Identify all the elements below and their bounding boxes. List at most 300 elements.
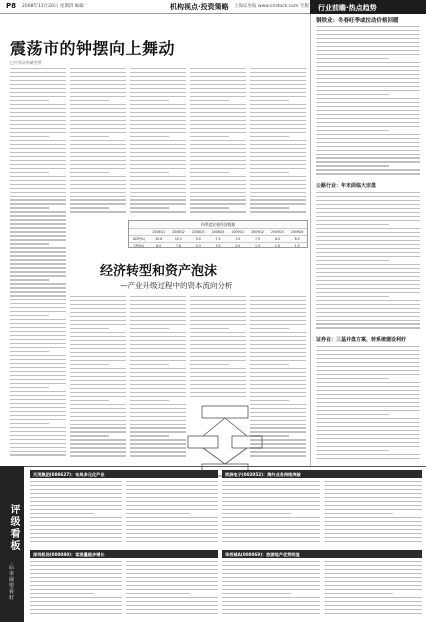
text-line [70, 427, 126, 428]
text-line [30, 601, 122, 602]
text-line [70, 120, 126, 121]
text-line [70, 348, 126, 349]
text-line [130, 435, 169, 436]
text-line [250, 184, 306, 185]
table-cell: 7.5 [255, 237, 261, 241]
text-line [190, 184, 246, 185]
text-line [190, 148, 246, 149]
text-line [316, 296, 389, 297]
text-line [10, 263, 66, 264]
text-line [222, 597, 320, 598]
text-line [316, 426, 420, 427]
text-line [10, 80, 66, 81]
text-line [316, 378, 389, 379]
text-line [316, 106, 420, 107]
text-line [10, 279, 49, 280]
text-line [30, 537, 122, 538]
text-line [126, 569, 218, 570]
text-line [70, 100, 109, 101]
text-line [126, 585, 218, 586]
text-line [130, 296, 186, 297]
text-line [70, 164, 126, 165]
text-line [316, 252, 420, 253]
text-line [324, 517, 422, 518]
text-line [316, 46, 420, 47]
text-line [70, 380, 126, 381]
text-line [130, 408, 186, 409]
text-line [190, 300, 246, 301]
text-line [316, 122, 420, 123]
text-line [10, 454, 66, 455]
text-line [10, 355, 66, 356]
text-line [10, 168, 66, 169]
text-line [190, 380, 246, 381]
text-line [324, 585, 422, 586]
text-line [190, 84, 246, 85]
text-line [130, 372, 186, 373]
text-line [130, 120, 186, 121]
text-line [316, 54, 420, 55]
text-line [222, 573, 320, 574]
text-line [70, 404, 126, 405]
text-line [126, 533, 218, 534]
text-line [250, 164, 306, 165]
text-line [130, 148, 186, 149]
text-line [30, 529, 122, 530]
text-line [10, 140, 66, 141]
text-line [130, 384, 186, 385]
text-line [30, 521, 122, 522]
text-line [250, 344, 306, 345]
text-line [70, 207, 109, 208]
text-line [250, 356, 306, 357]
text-line [30, 589, 122, 590]
text-line [250, 148, 306, 149]
text-line [250, 384, 306, 385]
stock-box-text [126, 481, 218, 545]
text-line [70, 312, 126, 313]
text-line [10, 223, 66, 224]
table-cell: 9.0 [195, 237, 201, 241]
table-cell: 8.5 [294, 237, 300, 241]
text-line [10, 112, 66, 113]
text-line [70, 92, 126, 93]
text-line [190, 388, 246, 389]
text-line [10, 96, 66, 97]
stock-box-text [222, 481, 320, 545]
text-line [316, 220, 420, 221]
text-line [10, 247, 66, 248]
text-line [130, 364, 169, 365]
text-line [70, 168, 126, 169]
text-line [70, 316, 126, 317]
text-line [130, 96, 186, 97]
text-line [70, 180, 126, 181]
text-line [324, 537, 422, 538]
text-line [10, 331, 66, 332]
text-line [30, 501, 122, 502]
text-line [316, 42, 420, 43]
text-line [30, 565, 122, 566]
text-line [316, 212, 420, 213]
text-line [222, 497, 320, 498]
text-line [10, 407, 66, 408]
text-line [70, 324, 126, 325]
text-line [250, 108, 306, 109]
table-cell: CPI(%) [133, 244, 145, 248]
text-line [250, 116, 306, 117]
text-line [250, 368, 306, 369]
table-cell: 2008Q1 [152, 230, 165, 234]
text-line [316, 118, 420, 119]
text-line [190, 140, 246, 141]
text-line [30, 569, 122, 570]
text-line [316, 134, 420, 135]
text-line [70, 296, 126, 297]
text-line [70, 211, 126, 212]
rating-sidebar [0, 466, 24, 622]
text-line [70, 328, 109, 329]
text-line [222, 609, 320, 610]
text-line [30, 585, 122, 586]
text-line [70, 104, 126, 105]
text-line [316, 288, 420, 289]
text-line [70, 80, 126, 81]
text-line [316, 323, 420, 324]
stock-box-text [222, 561, 320, 619]
text-line [130, 332, 186, 333]
text-line [130, 368, 186, 369]
text-line [70, 400, 109, 401]
text-line [10, 451, 66, 452]
text-line [10, 339, 66, 340]
text-line [250, 300, 306, 301]
text-line [250, 324, 306, 325]
text-line [190, 211, 246, 212]
text-line [10, 259, 66, 260]
text-line [190, 132, 246, 133]
text-line [70, 192, 126, 193]
text-line [70, 300, 126, 301]
text-line [190, 356, 246, 357]
text-line [222, 581, 320, 582]
text-line [190, 100, 229, 101]
text-line [130, 176, 186, 177]
text-line [10, 291, 66, 292]
text-line [316, 208, 420, 209]
table-cell [129, 229, 149, 235]
text-line [130, 447, 186, 448]
text-line [190, 180, 246, 181]
text-line [126, 517, 218, 518]
text-line [250, 211, 306, 212]
main-headline: 震荡市的钟摆向上舞动 [10, 39, 176, 58]
text-line [70, 156, 126, 157]
text-line [190, 160, 246, 161]
text-line [316, 434, 420, 435]
text-line [130, 180, 186, 181]
text-line [250, 112, 306, 113]
text-line [130, 412, 186, 413]
text-line [10, 359, 66, 360]
text-line [70, 84, 126, 85]
text-line [30, 593, 94, 594]
text-line [70, 424, 126, 425]
text-line [316, 161, 420, 162]
text-line [30, 513, 94, 514]
text-line [10, 419, 66, 420]
table-row [129, 235, 307, 242]
text-line [222, 565, 320, 566]
text-line [10, 383, 66, 384]
table-row [129, 242, 307, 249]
text-line [250, 96, 306, 97]
text-line [70, 332, 126, 333]
text-line [10, 180, 66, 181]
text-line [324, 481, 422, 482]
text-line [250, 364, 289, 365]
text-line [30, 541, 122, 542]
text-line [222, 501, 320, 502]
text-line [10, 243, 49, 244]
text-line [130, 164, 186, 165]
text-line [130, 304, 186, 305]
text-line [324, 597, 422, 598]
text-line [316, 146, 420, 147]
text-line [30, 497, 122, 498]
text-line [70, 199, 126, 200]
table-cell: 7.5 [215, 237, 221, 241]
text-line [130, 196, 186, 197]
text-line [250, 332, 306, 333]
text-line [190, 312, 246, 313]
text-line [316, 94, 389, 95]
text-line [70, 443, 126, 444]
text-line [30, 493, 122, 494]
text-line [10, 287, 66, 288]
text-line [190, 172, 229, 173]
article2-column-3 [190, 296, 246, 400]
sidebar-subtitle: ·后市展望看好 [8, 562, 14, 601]
text-line [130, 300, 186, 301]
second-headline: 经济转型和资产泡沫 [100, 264, 218, 279]
text-line [222, 509, 320, 510]
text-line [10, 104, 66, 105]
text-line [130, 100, 169, 101]
text-line [316, 327, 420, 328]
text-line [324, 501, 422, 502]
text-line [316, 142, 420, 143]
text-line [70, 136, 109, 137]
text-line [10, 299, 66, 300]
text-line [316, 276, 420, 277]
text-line [316, 264, 420, 265]
text-line [316, 90, 420, 91]
text-line [250, 80, 306, 81]
text-line [70, 128, 126, 129]
text-line [250, 380, 306, 381]
text-line [250, 372, 306, 373]
text-line [222, 577, 320, 578]
text-line [190, 320, 246, 321]
text-line [250, 132, 306, 133]
text-line [316, 110, 420, 111]
text-line [190, 199, 246, 200]
text-line [126, 501, 218, 502]
text-line [10, 235, 66, 236]
text-line [10, 271, 66, 272]
text-line [250, 196, 306, 197]
text-line [190, 108, 246, 109]
text-line [70, 184, 126, 185]
data-table [128, 220, 308, 248]
text-line [190, 396, 246, 397]
text-line [30, 481, 122, 482]
text-line [30, 561, 122, 562]
text-line [316, 200, 420, 201]
text-line [10, 427, 66, 428]
text-line [10, 172, 49, 173]
text-line [316, 320, 420, 321]
text-line [324, 493, 422, 494]
text-line [70, 132, 126, 133]
text-line [126, 581, 218, 582]
text-line [130, 211, 186, 212]
text-line [130, 136, 169, 137]
text-line [130, 308, 186, 309]
text-line [30, 485, 122, 486]
stock-box-text [324, 481, 422, 545]
text-line [10, 295, 66, 296]
text-line [316, 414, 389, 415]
text-line [30, 505, 122, 506]
text-line [316, 410, 420, 411]
text-line [316, 138, 420, 139]
text-line [130, 68, 186, 69]
text-line [10, 148, 66, 149]
text-line [10, 184, 66, 185]
text-line [126, 513, 190, 514]
text-line [30, 489, 122, 490]
table-cell: 1.5 [255, 244, 261, 248]
text-line [190, 88, 246, 89]
text-line [70, 408, 126, 409]
text-line [10, 267, 66, 268]
text-line [316, 236, 420, 237]
text-line [70, 372, 126, 373]
text-line [250, 308, 306, 309]
text-line [316, 418, 420, 419]
stock-box-text [126, 561, 218, 619]
text-line [222, 601, 320, 602]
text-line [70, 356, 126, 357]
text-line [222, 585, 320, 586]
text-line [130, 427, 186, 428]
text-line [190, 104, 246, 105]
text-line [10, 391, 66, 392]
text-line [316, 244, 420, 245]
text-line [316, 390, 420, 391]
text-line [130, 168, 186, 169]
text-line [250, 128, 306, 129]
text-line [324, 525, 422, 526]
text-line [10, 176, 66, 177]
text-line [316, 154, 420, 155]
text-line [70, 360, 126, 361]
text-line [130, 184, 186, 185]
text-line [10, 255, 66, 256]
text-line [190, 152, 246, 153]
text-line [126, 525, 218, 526]
text-line [70, 336, 126, 337]
text-line [30, 525, 122, 526]
text-line [70, 396, 126, 397]
text-line [190, 164, 246, 165]
text-line [70, 76, 126, 77]
text-line [130, 344, 186, 345]
text-line [316, 66, 420, 67]
text-line [316, 228, 420, 229]
text-line [30, 573, 122, 574]
page-number: P8 [6, 2, 17, 10]
page-header [0, 0, 426, 14]
article-column-1 [10, 68, 66, 462]
text-line [316, 196, 420, 197]
text-line [222, 505, 320, 506]
text-line [10, 403, 66, 404]
text-line [10, 431, 66, 432]
text-line [126, 561, 218, 562]
text-line [250, 152, 306, 153]
text-line [10, 239, 66, 240]
table-cell: 10.6 [155, 237, 163, 241]
text-line [126, 529, 218, 530]
table-cell: 1.5 [294, 244, 300, 248]
table-cell: 2008Q3 [191, 230, 205, 234]
text-line [316, 248, 420, 249]
table-cell: 3.5 [215, 244, 221, 248]
text-line [316, 34, 420, 35]
text-line [10, 283, 66, 284]
text-line [250, 156, 306, 157]
text-line [130, 140, 186, 141]
text-line [316, 362, 420, 363]
text-line [130, 72, 186, 73]
text-line [10, 379, 66, 380]
text-line [10, 387, 49, 388]
text-line [70, 196, 126, 197]
text-line [250, 296, 306, 297]
text-line [126, 597, 218, 598]
text-line [324, 601, 422, 602]
text-line [190, 372, 246, 373]
text-line [222, 593, 291, 594]
text-line [126, 577, 218, 578]
text-line [70, 384, 126, 385]
text-line [70, 108, 126, 109]
second-subhead: —产业升级过程中的资本流向分析 [120, 281, 233, 290]
text-line [316, 204, 420, 205]
text-line [250, 203, 306, 204]
edition-label: 专版 [300, 4, 309, 9]
text-line [190, 368, 246, 369]
text-line [130, 104, 186, 105]
main-byline: □兴业证券研究所 [10, 60, 42, 65]
text-line [316, 438, 420, 439]
table-header-row [129, 228, 307, 235]
text-line [316, 232, 420, 233]
text-line [316, 430, 420, 431]
